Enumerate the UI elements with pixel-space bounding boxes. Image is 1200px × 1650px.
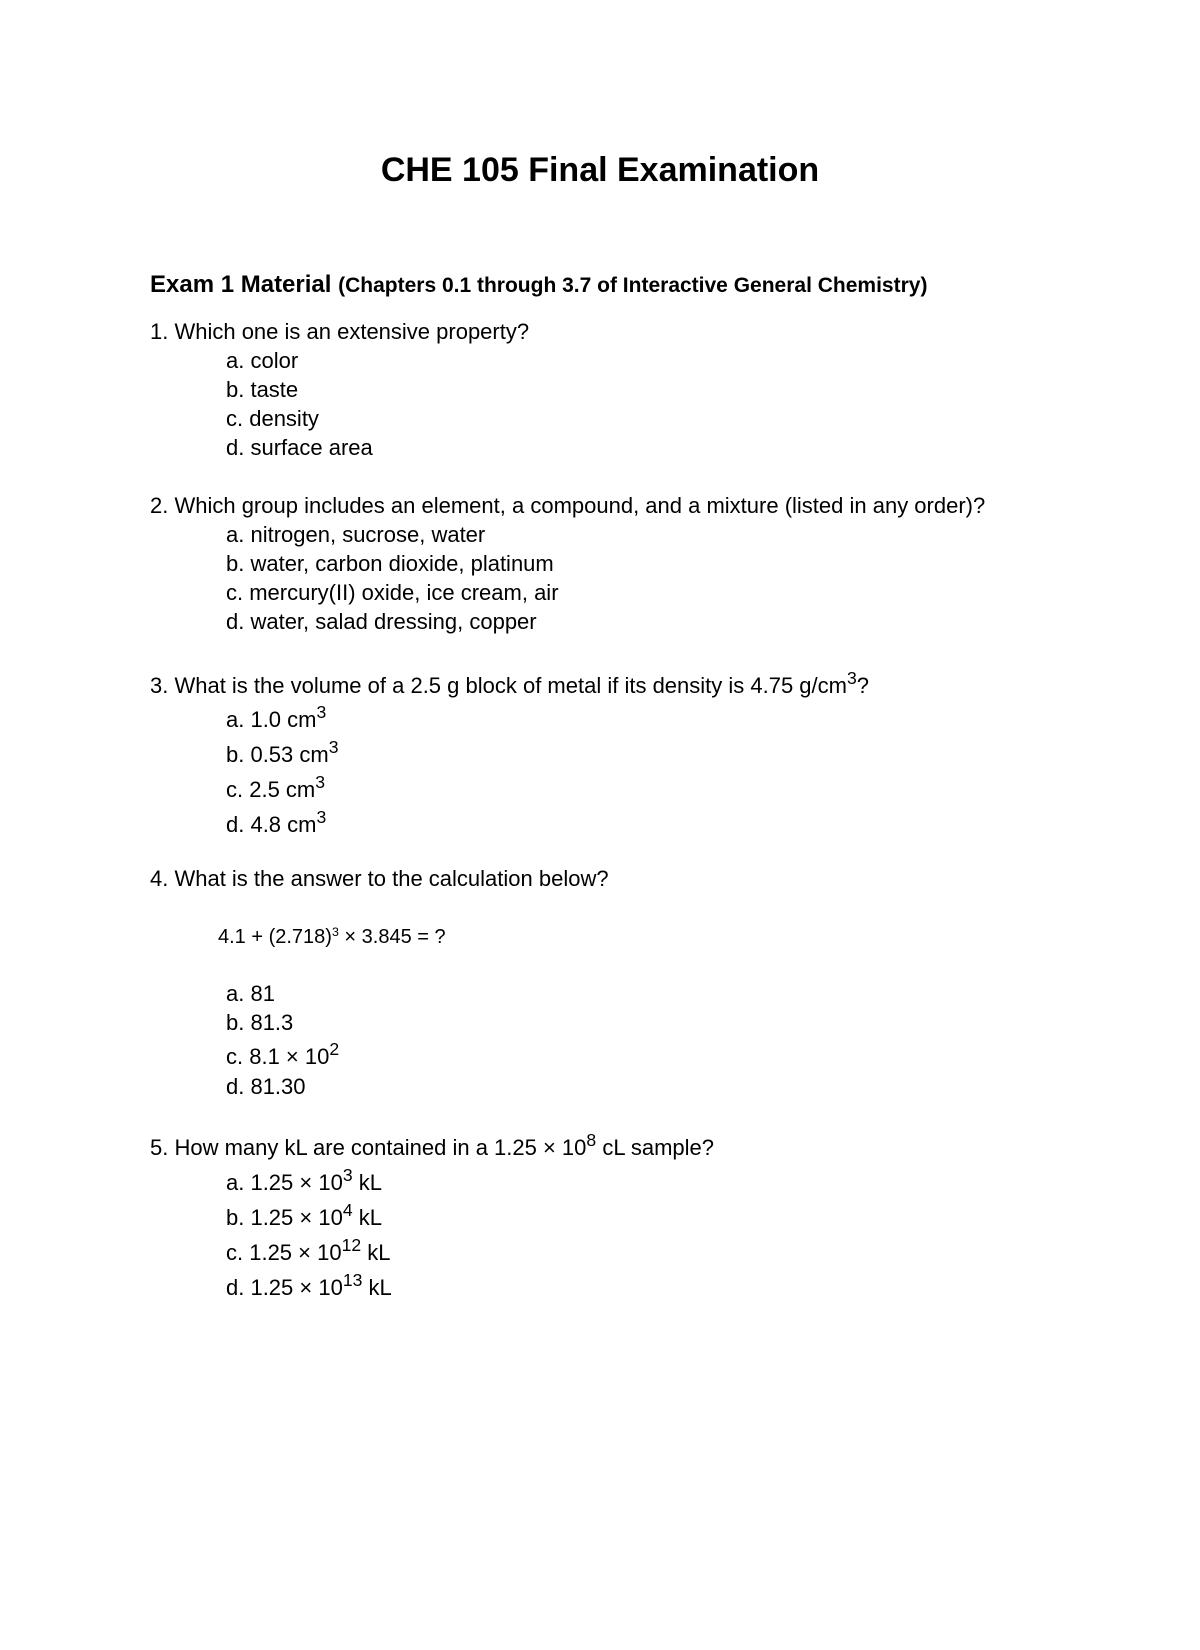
q4-calc-base: 4.1 + (2.718): [218, 926, 332, 948]
question-5-exponent: 8: [586, 1130, 597, 1151]
q5-option-d: [226, 1270, 392, 1301]
q4-option-a-text: a. 81: [226, 981, 275, 1006]
q4-option-b: [226, 1010, 293, 1036]
q5-option-a-unit: kL: [352, 1170, 382, 1195]
q3-option-c-exponent: 3: [315, 772, 326, 793]
q3-option-a: [226, 702, 327, 733]
q5-option-b: [226, 1200, 382, 1231]
q1-option-b: b. taste: [226, 377, 299, 402]
q3-option-b-text: b. 0.53 cm: [226, 742, 329, 767]
q4-calc-rest: × 3.845 = ?: [338, 926, 446, 948]
question-5-text: 5. How many kL are contained in a 1.25 × 10: [150, 1135, 587, 1160]
q3-option-d-exponent: 3: [316, 807, 327, 828]
q5-option-a-text: a. 1.25 × 10: [226, 1170, 343, 1195]
q5-option-b-exponent: 4: [342, 1200, 353, 1221]
question-2: 2. Which group includes an element, a compound, and a mixture (listed in any order)?: [150, 493, 986, 518]
q5-option-c: [226, 1235, 391, 1266]
question-1: 1. Which one is an extensive property?: [150, 319, 530, 344]
q5-option-d-text: d. 1.25 × 10: [226, 1275, 343, 1300]
q3-option-b: [226, 737, 339, 768]
question-3-text: 3. What is the volume of a 2.5 g block of metal if its density is 4.75 g/cm: [150, 673, 847, 698]
question-3: [150, 668, 870, 699]
q5-option-c-text: c. 1.25 × 10: [226, 1240, 342, 1265]
q1-option-a: a. color: [226, 348, 299, 373]
question-3-suffix: ?: [856, 673, 870, 698]
q2-option-a: a. nitrogen, sucrose, water: [226, 522, 486, 547]
section-title: Exam 1 Material: [150, 271, 332, 298]
page-title: CHE 105 Final Examination: [380, 151, 820, 189]
q4-option-a: [226, 981, 275, 1007]
q3-option-a-text: a. 1.0 cm: [226, 707, 317, 732]
q5-option-b-unit: kL: [352, 1205, 382, 1230]
q3-option-d: [226, 807, 327, 838]
section-heading: [150, 271, 927, 299]
q2-option-b: b. water, carbon dioxide, platinum: [226, 551, 554, 576]
q3-option-a-exponent: 3: [316, 702, 327, 723]
q4-option-c-exponent: 2: [329, 1039, 340, 1060]
q3-option-c-text: c. 2.5 cm: [226, 777, 316, 802]
q4-option-c: [226, 1039, 340, 1070]
question-5-suffix: cL sample?: [596, 1135, 715, 1160]
q2-option-d: d. water, salad dressing, copper: [226, 609, 537, 634]
q3-option-d-text: d. 4.8 cm: [226, 812, 317, 837]
q5-option-a-exponent: 3: [342, 1165, 353, 1186]
q5-option-c-exponent: 12: [341, 1235, 362, 1256]
q5-option-c-unit: kL: [361, 1240, 391, 1265]
q5-option-d-unit: kL: [362, 1275, 392, 1300]
q4-option-d-text: d. 81.30: [226, 1074, 306, 1099]
q1-option-d: d. surface area: [226, 435, 373, 460]
q4-calculation: [218, 926, 446, 949]
q5-option-a: [226, 1165, 382, 1196]
q1-option-c: c. density: [226, 406, 319, 431]
question-5: [150, 1130, 715, 1161]
q3-option-c: [226, 772, 326, 803]
q4-option-c-text: c. 8.1 × 10: [226, 1044, 330, 1069]
section-subtitle: (Chapters 0.1 through 3.7 of Interactive General Chemistry): [338, 274, 928, 297]
q2-option-c: c. mercury(II) oxide, ice cream, air: [226, 580, 559, 605]
q5-option-d-exponent: 13: [342, 1270, 363, 1291]
question-3-exponent: 3: [847, 668, 857, 689]
q4-option-d: [226, 1074, 306, 1100]
q4-option-b-text: b. 81.3: [226, 1010, 294, 1035]
q3-option-b-exponent: 3: [328, 737, 339, 758]
q5-option-b-text: b. 1.25 × 10: [226, 1205, 343, 1230]
question-4: 4. What is the answer to the calculation below?: [150, 866, 609, 891]
q4-calc-exponent: 3: [331, 925, 339, 940]
